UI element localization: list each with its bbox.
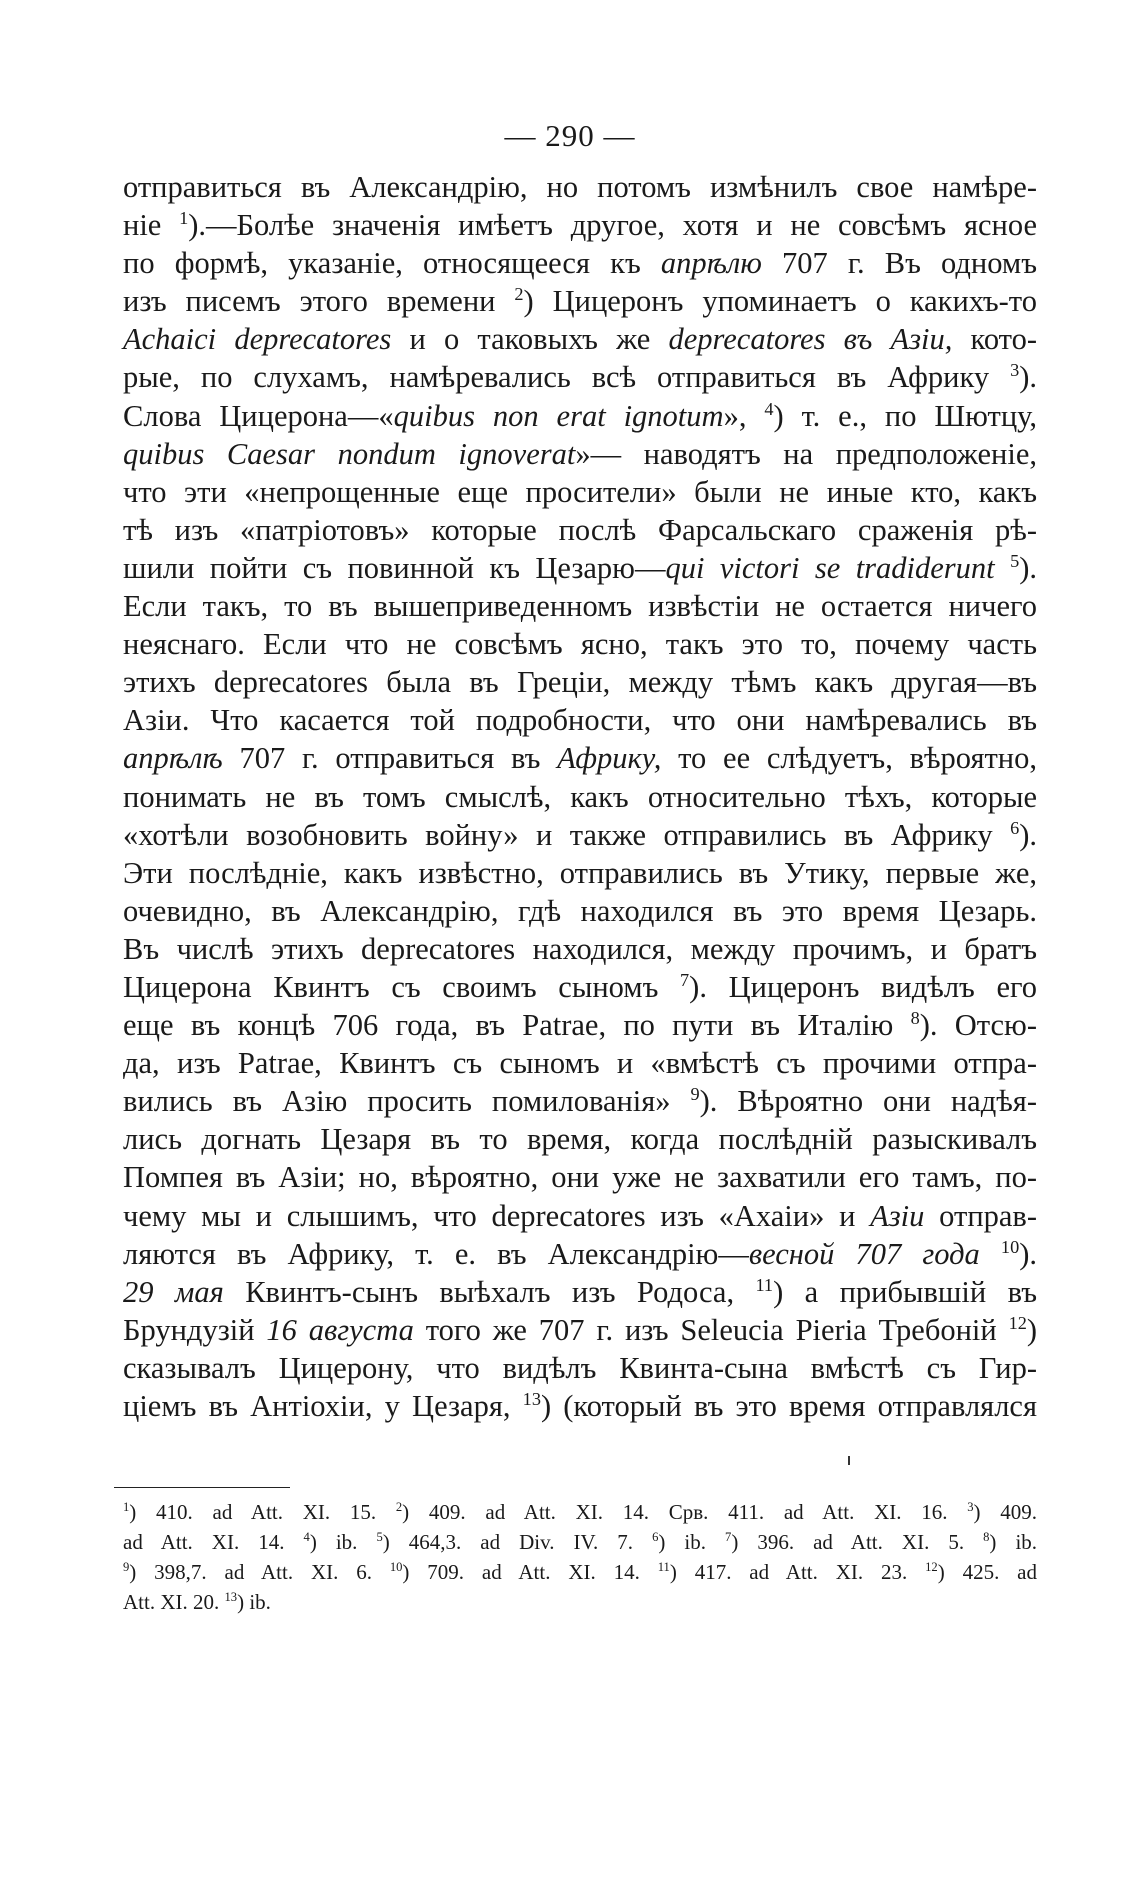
footnote-number: 3 [967, 1500, 974, 1514]
footnote-number: 11 [657, 1560, 670, 1574]
text-run: изъ писемъ этого времени [123, 284, 515, 319]
text-run: ніе [123, 208, 180, 243]
text-run: шили пойти съ повинной къ Цезарю— [123, 550, 666, 585]
italic-run: весной 707 года [748, 1236, 980, 1271]
text-line [123, 1197, 1037, 1235]
text-line [123, 1349, 1037, 1387]
text-run: еще въ концѣ 706 года, въ Patrae, по пути въ Италію [123, 1008, 911, 1043]
text-run: ) Цицеронъ упоминаетъ о какихъ-то [523, 284, 1037, 319]
text-run: лись догнать Цезаря въ то время, когда послѣдній разыскивалъ [123, 1122, 1037, 1157]
footnote-ref: 9 [690, 1084, 700, 1105]
text-run: ). [1019, 817, 1037, 852]
text-line [123, 206, 1037, 244]
page-number: — 290 — [504, 118, 636, 153]
italic-run: Азіи [870, 1198, 925, 1233]
text-run: ) 417. ad Att. XI. 23. [669, 1560, 926, 1584]
text-line [123, 701, 1037, 739]
text-line [123, 1120, 1037, 1158]
italic-run: quibus Caesar nondum ignoverat [123, 436, 576, 471]
text-run: то ее слѣдуетъ, вѣроятно, [661, 741, 1038, 776]
footnote-line [123, 1587, 1037, 1617]
text-line [123, 739, 1037, 777]
footnote-ref: 11 [755, 1274, 774, 1295]
italic-run: deprecatores въ Азіи, [668, 322, 953, 357]
text-line [123, 244, 1037, 282]
text-run: Азіи. Что касается той подробности, что они намѣревались въ [123, 703, 1037, 738]
text-run: Эти послѣдніе, какъ извѣстно, отправились въ Утику, первые же, [123, 855, 1037, 890]
footnote-line [123, 1557, 1037, 1587]
text-run: ) 396. ad Att. XI. 5. [731, 1530, 984, 1554]
text-run: сказывалъ Цицерону, что видѣлъ Квинта-сына вмѣстѣ съ Гир- [123, 1350, 1037, 1385]
text-run: ). [1019, 1236, 1037, 1271]
italic-run: апрѣлѣ [123, 741, 223, 776]
text-run: ціемъ въ Антіохіи, у Цезаря, [123, 1389, 523, 1423]
text-run: неяснаго. Если что не совсѣмъ ясно, такъ это то, почему часть [123, 627, 1037, 662]
text-run: Если такъ, то въ вышеприведенномъ извѣстіи не остается ничего [123, 589, 1037, 624]
italic-run: 16 августа [266, 1312, 414, 1347]
italic-run: quibus non erat ignotum [393, 398, 724, 433]
text-line [123, 1311, 1037, 1349]
text-run: ) а прибывшій въ [773, 1274, 1037, 1309]
text-run: что эти «непрощенные еще просители» были не иные кто, какъ [123, 474, 1037, 509]
text-run: ad Att. XI. 14. [123, 1530, 304, 1554]
text-line [123, 1273, 1037, 1311]
text-run: Att. XI. 20. [123, 1590, 225, 1614]
italic-run: 29 мая [123, 1274, 224, 1309]
text-line [123, 854, 1037, 892]
text-line [123, 320, 1037, 358]
footnote-divider [114, 1487, 290, 1488]
footnote-number: 4 [303, 1530, 310, 1544]
text-line [123, 435, 1037, 473]
footnote-number: 6 [652, 1530, 659, 1544]
footnote-ref: 5 [1010, 550, 1020, 571]
text-line [123, 1082, 1037, 1120]
text-run: ). Цицеронъ видѣлъ его [689, 969, 1037, 1004]
text-run: Слова Цицерона—« [123, 398, 394, 433]
text-line [123, 1387, 1037, 1425]
footnote-ref: 4 [764, 398, 774, 419]
text-run: 707 г. отправиться въ [222, 741, 558, 776]
footnote-ref: 12 [1008, 1312, 1027, 1333]
italic-run: Achaici deprecatores [123, 322, 392, 357]
footnote-ref: 1 [179, 207, 189, 228]
text-line [123, 397, 1037, 435]
text-run: ) 409. ad Att. XI. 14. Срв. 411. ad Att. XI. 16. [402, 1500, 968, 1524]
footnote-ref: 10 [1000, 1236, 1020, 1257]
footnote-line [123, 1497, 1037, 1527]
text-run: ) ib. [658, 1530, 726, 1554]
text-run: ). [1019, 550, 1038, 585]
text-run: ) 398,7. ad Att. XI. 6. [129, 1560, 390, 1584]
text-run: ) 464,3. ad Div. IV. 7. [382, 1530, 653, 1554]
text-run: ).—Болѣе значенія имѣетъ другое, хотя и не совсѣмъ ясное [188, 208, 1037, 243]
footnote-ref: 3 [1010, 360, 1020, 381]
footnote-ref: 2 [514, 284, 524, 305]
text-line [123, 816, 1037, 854]
text-line [123, 892, 1037, 930]
footnote-line [123, 1527, 1037, 1557]
text-line [123, 587, 1037, 625]
text-run: и о таковыхъ же [391, 322, 669, 357]
text-run: тѣ изъ «патріотовъ» которые послѣ Фарсальскаго сраженія рѣ- [123, 512, 1037, 547]
text-run: ) 409. [973, 1500, 1037, 1524]
text-run: отправиться въ Александрію, но потомъ измѣнилъ свое намѣре- [123, 170, 1037, 204]
text-run: ). Вѣроятно они надѣя- [699, 1084, 1037, 1119]
text-line [123, 358, 1037, 396]
text-run: да, изъ Patrae, Квинтъ съ сыномъ и «вмѣстѣ съ прочими отпра- [123, 1046, 1037, 1081]
main-text [123, 168, 1037, 1425]
footnote-ref: 6 [1010, 817, 1020, 838]
text-run: Цицерона Квинтъ съ своимъ сыномъ [123, 969, 681, 1004]
text-run: того же 707 г. изъ Seleucia Pieria Требоній [413, 1312, 1009, 1347]
footnote-ref: 7 [680, 969, 690, 990]
footnote-ref: 8 [910, 1007, 920, 1028]
text-line [123, 1158, 1037, 1196]
text-line [123, 930, 1037, 968]
footnote-number: 8 [983, 1530, 990, 1544]
text-run: ) ib. [989, 1530, 1038, 1554]
text-line [123, 663, 1037, 701]
text-run: отправ- [924, 1198, 1037, 1233]
text-run [980, 1237, 1001, 1271]
text-run: ляются въ Африку, т. е. въ Александрію— [123, 1236, 749, 1271]
text-run: », [723, 398, 765, 433]
text-run: вились въ Азію просить помилованія» [123, 1084, 691, 1119]
text-run: ) 410. ad Att. XI. 15. [129, 1500, 396, 1524]
text-line [123, 778, 1037, 816]
footnote-number: 1 [123, 1500, 130, 1514]
text-run: ) 709. ad Att. XI. 14. [402, 1560, 658, 1584]
text-run: чему мы и слышимъ, что deprecatores изъ «Ахаіи» и [123, 1198, 871, 1233]
text-run: этихъ deprecatores была въ Греціи, между тѣмъ какъ другая—въ [123, 665, 1037, 700]
text-line [123, 282, 1037, 320]
text-line [123, 1044, 1037, 1082]
italic-run: апрѣлю [660, 246, 762, 281]
text-run: кото- [952, 322, 1038, 357]
text-run [995, 551, 1010, 585]
footnote-number: 13 [224, 1590, 238, 1604]
text-run: ). Отсю- [919, 1008, 1037, 1043]
text-run: ) ib. [309, 1530, 377, 1554]
text-run: «хотѣли возобновить войну» и также отправились въ Африку [123, 817, 1011, 852]
footnote-number: 9 [123, 1560, 130, 1574]
footnote-number: 10 [389, 1560, 403, 1574]
footnote-number: 12 [925, 1560, 938, 1574]
text-line [123, 625, 1037, 663]
text-line [123, 168, 1037, 206]
text-run: Въ числѣ этихъ deprecatores находился, между прочимъ, и братъ [123, 931, 1037, 966]
footnote-number: 2 [395, 1500, 403, 1514]
text-run: Помпея въ Азіи; но, вѣроятно, они уже не захватили его тамъ, по- [123, 1160, 1037, 1195]
footnotes [123, 1497, 1037, 1617]
footnote-number: 5 [376, 1530, 383, 1544]
italic-run: Африку, [557, 741, 662, 776]
text-run: рые, по слухамъ, намѣревались всѣ отправиться въ Африку [123, 360, 1011, 395]
text-line [123, 511, 1037, 549]
text-run: понимать не въ томъ смыслѣ, какъ относительно тѣхъ, которые [123, 779, 1037, 814]
text-line [123, 1006, 1037, 1044]
text-run: »— наводятъ на предположеніе, [575, 436, 1037, 471]
text-run: Брундузій [123, 1312, 267, 1347]
text-line [123, 1235, 1037, 1273]
text-run: ) [1026, 1312, 1038, 1347]
text-run: очевидно, въ Александрію, гдѣ находился въ это время Цезарь. [123, 893, 1037, 928]
text-run: ) (который въ это время отправлялся [540, 1389, 1037, 1423]
text-run: ) т. е., по Шютцу, [773, 398, 1037, 433]
footnote-number: 7 [725, 1530, 732, 1544]
text-run: ). [1019, 360, 1037, 395]
print-mark [848, 1456, 850, 1465]
text-run: по формѣ, указаніе, относящееся къ [123, 246, 661, 281]
text-line [123, 968, 1037, 1006]
text-line [123, 549, 1037, 587]
text-run: 707 г. Въ одномъ [761, 246, 1037, 281]
text-run: ) 425. ad [937, 1560, 1037, 1584]
text-line [123, 473, 1037, 511]
text-run: ) ib. [237, 1590, 271, 1614]
italic-run: qui victori se tradiderunt [665, 550, 995, 585]
text-run: Квинтъ-сынъ выѣхалъ изъ Родоса, [223, 1274, 756, 1309]
footnote-ref: 13 [522, 1388, 541, 1409]
